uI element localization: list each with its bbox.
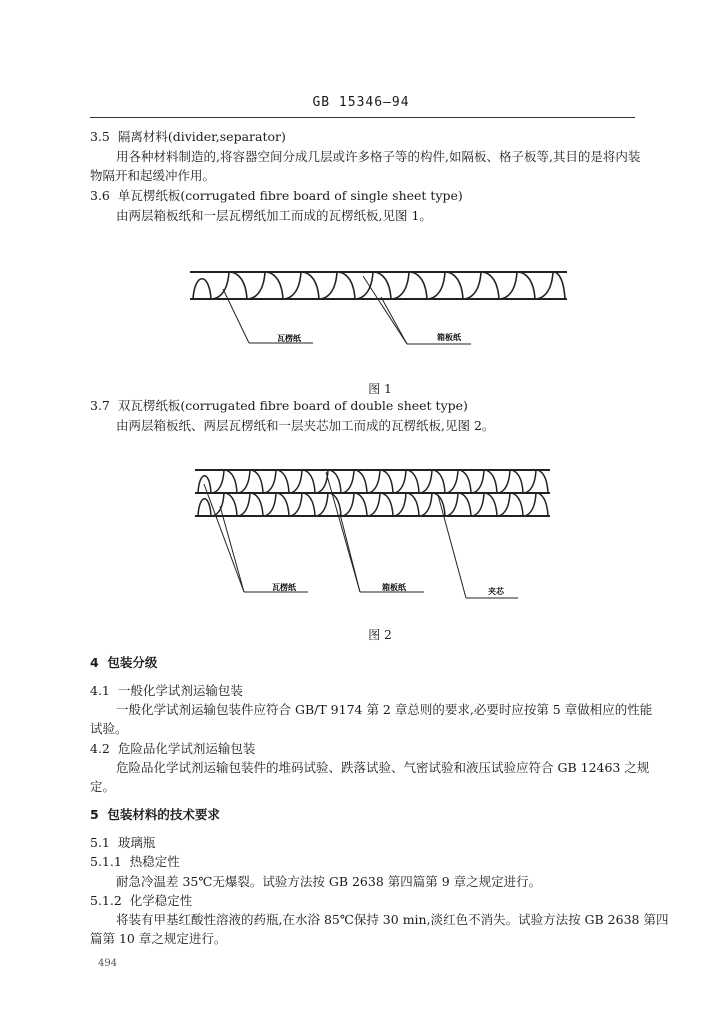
section-title: 包装材料的技术要求 — [107, 807, 220, 822]
section-title: 单瓦楞纸板(corrugated fibre board of single sheet type) — [117, 188, 463, 203]
section-3-6-heading — [90, 186, 463, 206]
section-3-7-body-line-1: 由两层箱板纸、两层瓦楞纸和一层夹芯加工而成的瓦楞纸板,见图 2。 — [116, 418, 495, 433]
section-3-5-body-line-2: 物隔开和起缓冲作用。 — [90, 168, 216, 183]
section-4-1-heading — [90, 681, 243, 701]
section-number: 3.7 — [90, 398, 110, 413]
leader-line — [220, 506, 244, 592]
section-3-6-body-line-1: 由两层箱板纸和一层瓦楞纸加工而成的瓦楞纸板,见图 1。 — [116, 208, 432, 223]
section-number: 5.1 — [90, 835, 110, 850]
figure-2-double-wall-board — [190, 462, 560, 604]
section-title: 一般化学试剂运输包装 — [117, 683, 243, 698]
section-number: 3.5 — [90, 129, 110, 144]
figure-2-label-core: 夹芯 — [488, 587, 504, 596]
leader-line — [223, 289, 249, 343]
figure-2-label-linerboard: 箱板纸 — [382, 583, 406, 592]
section-4-2-body-line-1: 危险品化学试剂运输包装件的堆码试验、跌落试验、气密试验和液压试验应符合 GB 12463 之规 — [116, 760, 650, 775]
upper-corrugated-medium-wave — [198, 470, 548, 493]
section-number: 5.1.2 — [90, 893, 122, 908]
section-5-1-2-body-line-1: 将装有甲基红酸性溶液的药瓶,在水浴 85℃保持 30 min,淡红色不消失。试验方法按 GB 2638 第四 — [116, 912, 669, 927]
corrugated-medium-wave — [193, 272, 565, 299]
figure-2-caption: 图 2 — [368, 628, 392, 642]
section-5-1-2-heading — [90, 891, 192, 911]
leader-line — [381, 297, 407, 344]
section-4-2-heading — [90, 739, 255, 759]
page-number: 494 — [98, 958, 118, 969]
section-3-5-body-line-1: 用各种材料制造的,将容器空间分成几层或许多格子等的构件,如隔板、格子板等,其目的是将内装 — [116, 149, 641, 164]
section-5-1-2-body-line-2: 篇第 10 章之规定进行。 — [90, 931, 227, 946]
section-title: 危险品化学试剂运输包装 — [117, 741, 256, 756]
section-4-1-body-line-2: 试验。 — [90, 721, 128, 736]
figure-1-label-linerboard: 箱板纸 — [437, 333, 461, 342]
leader-line — [340, 514, 360, 592]
section-3-7-heading — [90, 396, 468, 416]
section-4-2-body-line-2: 定。 — [90, 779, 116, 794]
section-4-heading — [90, 653, 157, 673]
section-5-1-1-body-line-1: 耐急冷温差 35℃无爆裂。试验方法按 GB 2638 第四篇第 9 章之规定进行。 — [116, 874, 542, 889]
leader-line — [363, 276, 407, 344]
section-5-1-heading — [90, 833, 155, 853]
section-title: 化学稳定性 — [129, 893, 193, 908]
section-title: 热稳定性 — [129, 854, 180, 869]
header-rule — [90, 117, 635, 118]
section-4-1-body-line-1: 一般化学试剂运输包装件应符合 GB/T 9174 第 2 章总则的要求,必要时应按第 5 章做相应的性能 — [116, 702, 653, 717]
section-number: 5 — [90, 807, 99, 822]
section-5-1-1-heading — [90, 852, 180, 872]
section-number: 4 — [90, 655, 99, 670]
section-number: 5.1.1 — [90, 854, 122, 869]
section-number: 4.1 — [90, 683, 110, 698]
leader-line — [204, 484, 244, 592]
figure-1-single-wall-board — [185, 262, 575, 354]
figure-1-caption: 图 1 — [368, 382, 392, 396]
page-header-title: GB 15346—94 — [312, 95, 410, 110]
section-3-5-heading — [90, 127, 286, 147]
section-title: 玻璃瓶 — [117, 835, 156, 850]
section-number: 4.2 — [90, 741, 110, 756]
leader-line — [438, 495, 466, 598]
lower-corrugated-medium-wave — [198, 493, 548, 516]
figure-2-label-corrugated: 瓦楞纸 — [272, 583, 296, 592]
section-title: 隔离材料(divider,separator) — [117, 129, 286, 144]
section-title: 双瓦楞纸板(corrugated fibre board of double sheet type) — [117, 398, 468, 413]
section-title: 包装分级 — [107, 655, 158, 670]
section-number: 3.6 — [90, 188, 110, 203]
section-5-heading — [90, 805, 220, 825]
figure-1-label-corrugated: 瓦楞纸 — [277, 334, 301, 343]
